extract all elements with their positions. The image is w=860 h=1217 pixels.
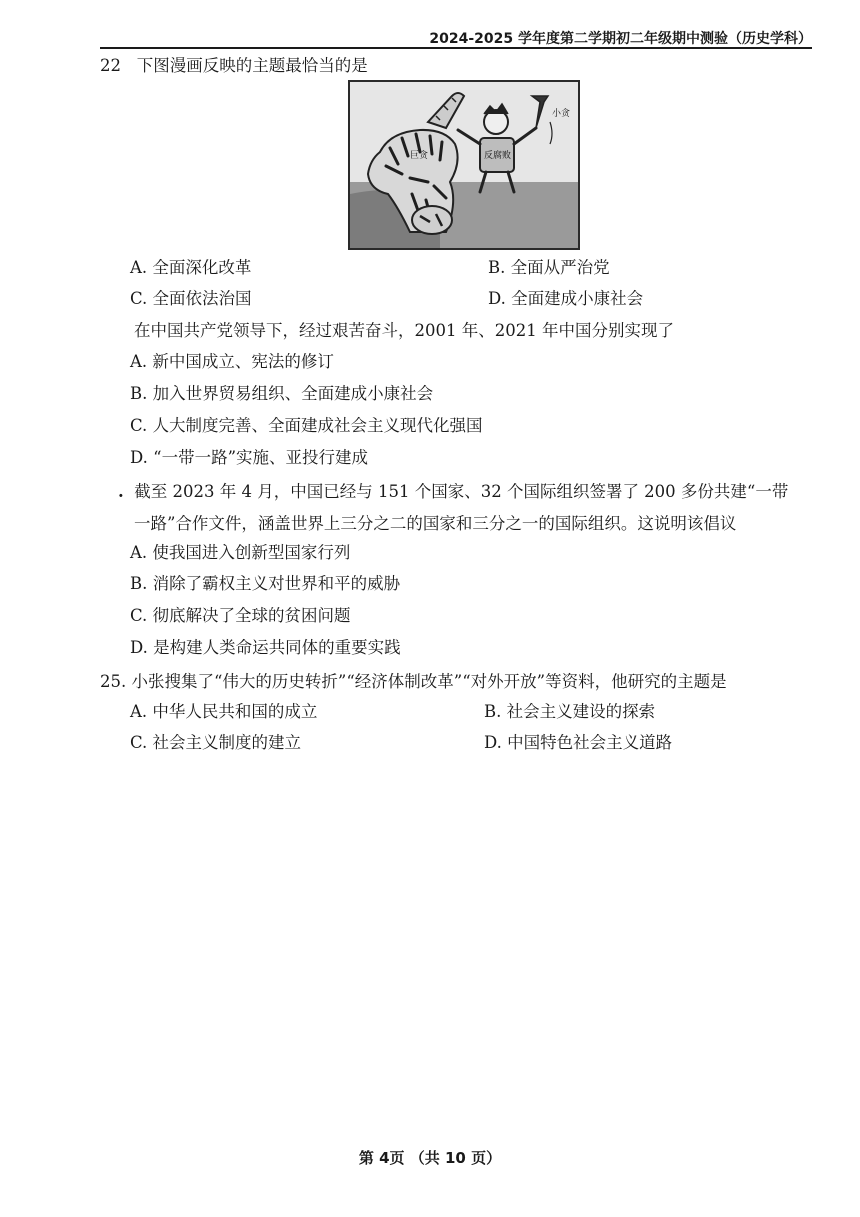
- question-24-stem-line-2: 一路”合作文件，涵盖世界上三分之二的国家和三分之一的国际组织。这说明该倡议: [134, 514, 737, 533]
- cartoon-label-tiger: 巨贪: [410, 151, 429, 161]
- page-footer: 第 4页 （共 10 页）: [358, 1149, 502, 1167]
- option-label: B.: [488, 258, 506, 277]
- question-22-option-a: [130, 256, 251, 280]
- question-24-option-d: [130, 636, 401, 660]
- option-text: 全面建成小康社会: [511, 289, 644, 308]
- question-25-option-a: [130, 700, 317, 724]
- question-22-option-c: [130, 287, 252, 311]
- option-text: 彻底解决了全球的贫困问题: [152, 606, 351, 625]
- page-header: 2024-2025 学年度第二学期初二年级期中测验（历史学科）: [429, 31, 812, 47]
- cartoon-drawing: [350, 82, 578, 248]
- option-text: 中国特色社会主义道路: [507, 733, 673, 752]
- question-24-option-a: [130, 541, 350, 565]
- question-25-text: 小张搜集了“伟大的历史转折”“经济体制改革”“对外开放”等资料，他研究的主题是: [131, 672, 727, 691]
- option-text: 加入世界贸易组织、全面建成小康社会: [152, 384, 434, 403]
- option-text: 使我国进入创新型国家行列: [152, 543, 351, 562]
- question-25-stem: [100, 670, 727, 694]
- question-22-stem: [100, 54, 368, 78]
- option-label: A.: [130, 352, 148, 371]
- question-24-stem-line-1: [118, 480, 788, 504]
- cartoon-label-fly: 小贪: [552, 109, 571, 119]
- question-24-option-c: [130, 604, 351, 628]
- question-22-text: 下图漫画反映的主题最恰当的是: [136, 56, 368, 75]
- option-label: A.: [130, 702, 148, 721]
- option-label: D.: [488, 289, 506, 308]
- option-label: B.: [130, 384, 148, 403]
- question-22-number: 22: [100, 56, 121, 75]
- option-label: C.: [130, 289, 148, 308]
- question-24-marker: .: [118, 482, 124, 501]
- option-text: 人大制度完善、全面建成社会主义现代化强国: [152, 416, 483, 435]
- option-text: 全面依法治国: [152, 289, 252, 308]
- cartoon-label-person: 反腐败: [484, 151, 512, 161]
- option-label: D.: [130, 638, 148, 657]
- option-label: C.: [130, 416, 148, 435]
- option-label: C.: [130, 606, 148, 625]
- question-22-option-d: [488, 287, 643, 311]
- question-23-option-d: [130, 446, 368, 470]
- option-text: 全面从严治党: [510, 258, 610, 277]
- option-text: 是构建人类命运共同体的重要实践: [153, 638, 401, 657]
- option-label: D.: [484, 733, 502, 752]
- question-23-option-a: [130, 350, 334, 374]
- option-text: 全面深化改革: [152, 258, 252, 277]
- option-label: B.: [130, 574, 148, 593]
- option-text: 中华人民共和国的成立: [152, 702, 318, 721]
- question-24-text-1: 截至 2023 年 4 月，中国已经与 151 个国家、32 个国际组织签署了 200 多份共建“一带: [134, 482, 789, 501]
- question-23-option-c: [130, 414, 483, 438]
- question-23-option-b: [130, 382, 433, 406]
- question-25-number: 25.: [100, 672, 127, 691]
- option-label: A.: [130, 258, 148, 277]
- option-text: 社会主义建设的探索: [506, 702, 656, 721]
- question-25-option-c: [130, 731, 301, 755]
- option-text: 新中国成立、宪法的修订: [152, 352, 334, 371]
- question-22-option-b: [488, 256, 610, 280]
- option-label: D.: [130, 448, 148, 467]
- option-label: A.: [130, 543, 148, 562]
- header-rule: [100, 47, 812, 49]
- question-25-option-d: [484, 731, 672, 755]
- question-24-option-b: [130, 572, 400, 596]
- anti-corruption-cartoon: [348, 80, 580, 250]
- question-23-stem: 在中国共产党领导下，经过艰苦奋斗，2001 年、2021 年中国分别实现了: [134, 321, 674, 340]
- option-label: C.: [130, 733, 148, 752]
- question-25-option-b: [484, 700, 655, 724]
- option-text: 社会主义制度的建立: [152, 733, 302, 752]
- option-text: “一带一路”实施、亚投行建成: [153, 448, 369, 467]
- option-text: 消除了霸权主义对世界和平的威胁: [152, 574, 401, 593]
- option-label: B.: [484, 702, 502, 721]
